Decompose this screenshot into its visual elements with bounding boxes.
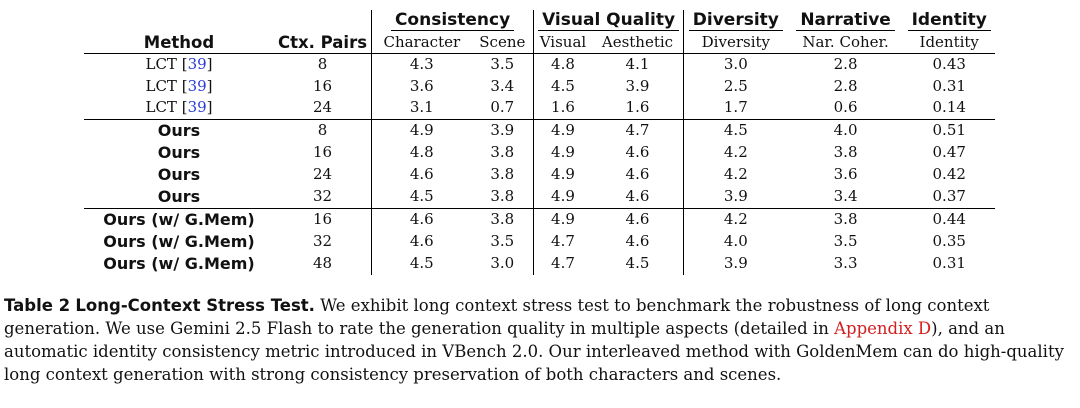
cell-diversity: 4.2 [723, 165, 748, 183]
method-name: Ours [157, 120, 201, 140]
cell-nar-coher: 0.6 [833, 98, 858, 117]
caption-text-2: ), and an automatic identity consistency metric introduced in VBench 2.0. Our interleaved method with GoldenMem can do high-quality long context generation with strong consistency preservation of both characters and scenes. [4, 319, 1064, 384]
table-row [84, 253, 995, 275]
cell-aesthetic: 3.9 [592, 76, 684, 98]
cell-scene: 3.0 [472, 253, 534, 275]
cell-scene: 3.4 [472, 76, 534, 98]
group-diversity: Diversity [689, 10, 783, 31]
cell-visual: 4.8 [551, 55, 575, 74]
group-identity: Identity [908, 10, 991, 31]
cell-aesthetic: 4.6 [592, 164, 684, 186]
cell-identity: 0.51 [932, 121, 966, 139]
cell-identity: 0.14 [932, 98, 966, 117]
cell-diversity: 3.9 [723, 187, 748, 205]
cell-aesthetic: 4.6 [592, 208, 684, 231]
cell-method: LCT [39] [145, 98, 213, 117]
cell-identity: 0.31 [932, 254, 966, 272]
table-row [84, 97, 995, 119]
cell-nar-coher: 3.6 [833, 165, 858, 183]
cell-ctx-pairs: 48 [274, 253, 372, 275]
cell-scene: 3.8 [472, 142, 534, 164]
cell-scene: 3.5 [472, 231, 534, 253]
cell-aesthetic: 4.6 [592, 231, 684, 253]
table-row [84, 186, 995, 209]
cell-diversity: 3.0 [723, 55, 748, 74]
table-row [84, 142, 995, 164]
cell-diversity: 3.9 [723, 254, 748, 272]
header-visual: Visual [539, 32, 587, 51]
header-scene: Scene [472, 32, 534, 54]
method-name: Ours (w/ G.Mem) [103, 231, 255, 251]
appendix-link[interactable]: Appendix D [834, 319, 932, 338]
header-identity: Identity [919, 32, 979, 51]
cell-diversity: 1.7 [723, 98, 748, 117]
cell-identity: 0.35 [932, 232, 966, 250]
cell-character: 4.9 [409, 121, 434, 139]
cell-ctx-pairs: 8 [274, 119, 372, 142]
cell-diversity: 4.0 [723, 232, 748, 250]
cell-diversity: 2.5 [723, 76, 748, 95]
cell-character: 4.8 [409, 143, 434, 161]
cell-method [84, 119, 274, 142]
cell-nar-coher: 3.5 [833, 232, 858, 250]
cell-ctx-pairs: 24 [274, 164, 372, 186]
table-row [84, 54, 995, 76]
method-name: LCT [145, 76, 177, 95]
cell-aesthetic: 4.7 [592, 119, 684, 142]
header-ctx-pairs: Ctx. Pairs [274, 32, 372, 54]
group-consistency: Consistency [391, 10, 514, 31]
cell-character: 3.6 [409, 76, 434, 95]
cell-nar-coher: 2.8 [833, 76, 858, 95]
caption-label: Table 2 [4, 296, 71, 315]
header-method: Method [143, 32, 215, 52]
cell-scene: 3.5 [472, 54, 534, 76]
group-narrative: Narrative [796, 10, 895, 31]
cell-method: LCT [39] [145, 76, 213, 95]
column-header-row [84, 32, 995, 54]
cell-identity: 0.44 [932, 210, 966, 228]
cell-character: 4.3 [409, 55, 434, 74]
cell-diversity: 4.2 [723, 210, 748, 228]
cell-visual: 4.9 [551, 121, 575, 139]
cell-diversity: 4.2 [723, 143, 748, 161]
table-row [84, 231, 995, 253]
cell-nar-coher: 2.8 [833, 55, 858, 74]
cell-identity: 0.42 [932, 165, 966, 183]
header-diversity: Diversity [701, 32, 770, 51]
cell-scene: 3.8 [472, 164, 534, 186]
cell-scene: 3.8 [472, 186, 534, 209]
method-name: Ours (w/ G.Mem) [103, 209, 255, 229]
cell-visual: 4.9 [551, 165, 575, 183]
cell-visual: 4.9 [551, 143, 575, 161]
cell-method: LCT [39] [145, 55, 213, 74]
cell-identity: 0.31 [932, 76, 966, 95]
citation-link[interactable]: 39 [187, 98, 207, 117]
table-row [84, 164, 995, 186]
header-character: Character [383, 32, 461, 51]
cell-identity: 0.43 [932, 55, 966, 74]
cell-method [84, 253, 274, 275]
cell-nar-coher: 3.3 [833, 254, 858, 272]
caption-title: Long-Context Stress Test. [75, 296, 315, 315]
caption-text-1: We exhibit long context stress test to benchmark the robustness of long context generation. We use Gemini 2.5 Flash to rate the generation quality in multiple aspects (detailed in [4, 296, 990, 338]
method-name: Ours [157, 186, 201, 206]
citation-link[interactable]: 39 [187, 76, 207, 95]
cell-visual: 4.5 [551, 76, 575, 95]
cell-aesthetic: 4.5 [592, 253, 684, 275]
cell-visual: 4.9 [551, 210, 575, 228]
method-name: LCT [145, 98, 177, 117]
cell-visual: 1.6 [551, 98, 575, 117]
cell-character: 4.5 [409, 254, 434, 272]
citation-link[interactable]: 39 [187, 55, 207, 74]
cell-character: 4.5 [409, 187, 434, 205]
cell-identity: 0.37 [932, 187, 966, 205]
table-row [84, 119, 995, 142]
group-visual-quality: Visual Quality [538, 10, 679, 31]
cell-visual: 4.7 [551, 254, 575, 272]
group-header-row [84, 10, 995, 32]
method-name: Ours [157, 164, 201, 184]
cell-method [84, 231, 274, 253]
cell-method [84, 142, 274, 164]
cell-method [84, 208, 274, 231]
table-row [84, 208, 995, 231]
cell-ctx-pairs: 32 [274, 186, 372, 209]
cell-method [84, 186, 274, 209]
cell-ctx-pairs: 16 [274, 142, 372, 164]
cell-visual: 4.7 [551, 232, 575, 250]
cell-character: 4.6 [409, 210, 434, 228]
cell-ctx-pairs: 16 [274, 208, 372, 231]
results-table [84, 10, 995, 275]
method-name: Ours [157, 142, 201, 162]
cell-character: 3.1 [409, 98, 434, 117]
cell-scene: 3.8 [472, 208, 534, 231]
cell-aesthetic: 4.6 [592, 186, 684, 209]
cell-nar-coher: 4.0 [833, 121, 858, 139]
cell-ctx-pairs: 32 [274, 231, 372, 253]
cell-nar-coher: 3.8 [833, 210, 858, 228]
cell-ctx-pairs: 8 [274, 54, 372, 76]
cell-scene: 3.9 [472, 119, 534, 142]
cell-ctx-pairs: 16 [274, 76, 372, 98]
method-name: Ours (w/ G.Mem) [103, 253, 255, 273]
header-nar-coher: Nar. Coher. [802, 32, 889, 51]
cell-aesthetic: 1.6 [592, 97, 684, 119]
cell-scene: 0.7 [472, 97, 534, 119]
cell-aesthetic: 4.1 [592, 54, 684, 76]
table-row [84, 76, 995, 98]
cell-nar-coher: 3.4 [833, 187, 858, 205]
cell-nar-coher: 3.8 [833, 143, 858, 161]
table-caption [4, 294, 1076, 386]
cell-diversity: 4.5 [723, 121, 748, 139]
cell-visual: 4.9 [551, 187, 575, 205]
table-body [84, 54, 995, 275]
cell-method [84, 164, 274, 186]
header-aesthetic: Aesthetic [592, 32, 684, 54]
cell-character: 4.6 [409, 232, 434, 250]
cell-identity: 0.47 [932, 143, 966, 161]
method-name: LCT [145, 55, 177, 74]
cell-aesthetic: 4.6 [592, 142, 684, 164]
cell-character: 4.6 [409, 165, 434, 183]
cell-ctx-pairs: 24 [274, 97, 372, 119]
